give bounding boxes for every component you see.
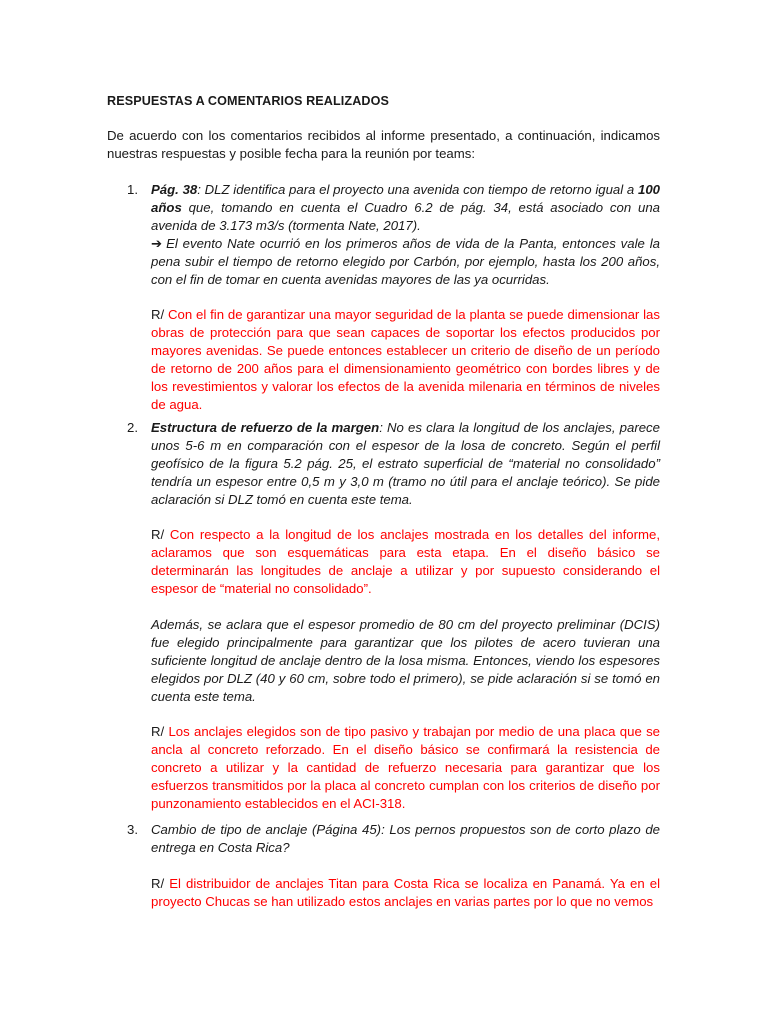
list-item-2: [127, 419, 660, 813]
item-2-heading: Estructura de refuerzo de la margen: [151, 420, 380, 435]
item-1-comment: Pág. 38: DLZ identifica para el proyecto una avenida con tiempo de retorno igual a 100 años que, tomando en cuenta el Cuadro 6.2 de pág. 34, está asociado con una avenida de 3.173 m3/s (tormenta Nate, 2017).: [151, 182, 660, 233]
item-3-response: R/ El distribuidor de anclajes Titan para Costa Rica se localiza en Panamá. Ya en el proyecto Chucas se han utilizado estos anclajes en varias partes por lo que no vemos: [151, 875, 661, 909]
item-1-bold-years: 100 años: [151, 182, 660, 215]
item-number: 2.: [127, 420, 138, 435]
document-title: RESPUESTAS A COMENTARIOS REALIZADOS: [107, 94, 389, 108]
list-item-1: [127, 181, 660, 414]
item-2-comment-followup: Además, se aclara que el espesor promedio de 80 cm del proyecto preliminar (DCIS) fue elegido principalmente para garantizar que los pilotes de acero tuvieran una suficiente longitud de anclaje dentro de la losa misma. Entonces, viendo los espesores elegidos por DLZ (40 y 60 cm, sobre todo el primero), se pide aclaración si se tomó en cuenta este tema.: [151, 616, 660, 704]
item-1-arrow-note: ➔ El evento Nate ocurrió en los primeros años de vida de la Panta, entonces vale la pena subir el tiempo de retorno elegido por Carbón, por ejemplo, hasta los 200 años, con el fin de tomar en cuenta avenidas mayores de las ya ocurridas.: [151, 235, 660, 287]
item-1-response: R/ Con el fin de garantizar una mayor seguridad de la planta se puede dimensionar las obras de protección para que sean capaces de soportar los efectos producidos por mayores avenidas. Se puede entonces establecer un criterio de diseño de un período de retorno de 200 años para el dimensionamiento geométrico con bordes libres y de los revestimientos y valorar los efectos de la avenida milenaria en términos de niveles de agua.: [151, 307, 660, 412]
item-number: 1.: [127, 182, 138, 197]
item-number: 3.: [127, 822, 138, 837]
list-item-3: [127, 821, 661, 911]
item-2-comment: Estructura de refuerzo de la margen: No es clara la longitud de los anclajes, parece unos 5-6 m en comparación con el espesor de la losa de concreto. Según el perfil geofísico de la figura 5.2 pág. 25, el estrato superficial de “material no consolidado” tendría un espesor entre 0,5 m y 3,0 m (tramo no útil para el anclaje teórico). Se pide aclaración si DLZ tomó en cuenta este tema.: [151, 420, 660, 507]
item-3-comment: Cambio de tipo de anclaje (Página 45): Los pernos propuestos son de corto plazo de entrega en Costa Rica?: [151, 822, 660, 855]
item-2-response-followup: R/ Los anclajes elegidos son de tipo pasivo y trabajan por medio de una placa que se ancla al concreto reforzado. En el diseño básico se confirmará la resistencia de concreto a utilizar y la cantidad de refuerzo necesaria para garantizar que los esfuerzos transmitidos por la placa al concreto cumplan con los criterios de diseño por punzonamiento establecidos en el ACI-318.: [151, 724, 660, 811]
item-2-response: R/ Con respecto a la longitud de los anclajes mostrada en los detalles del informe, aclaramos que son esquemáticas para esta etapa. En el diseño básico se determinarán las longitudes de anclaje a utilizar y por supuesto considerando el espesor de “material no consolidado”.: [151, 527, 660, 597]
item-1-page-ref: Pág. 38: [151, 182, 198, 197]
right-arrow-icon: ➔: [151, 235, 163, 251]
intro-paragraph: De acuerdo con los comentarios recibidos al informe presentado, a continuación, indicamos nuestras respuestas y posible fecha para la reunión por teams:: [107, 128, 660, 161]
